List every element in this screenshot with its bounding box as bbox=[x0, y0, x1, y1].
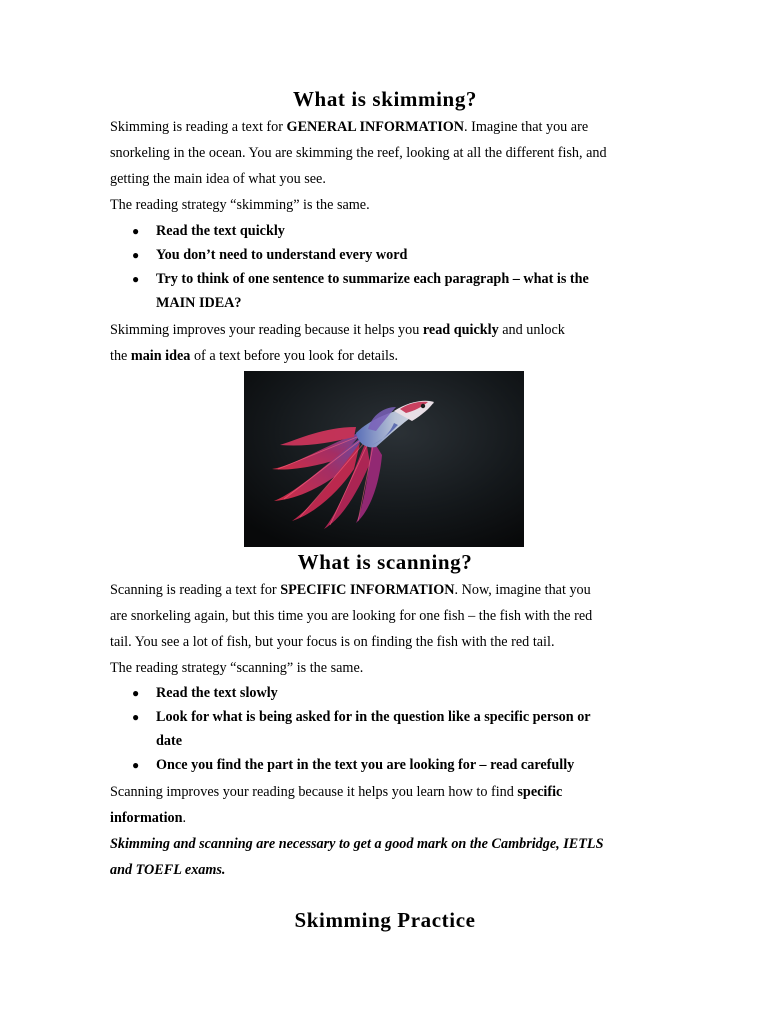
scanning-strategy-text: The reading strategy “scanning” is the same. bbox=[110, 660, 364, 676]
skimming-intro-line-2: snorkeling in the ocean. You are skimming the reef, looking at all the different fish, and bbox=[110, 145, 607, 161]
skimming-improve-line-1: Skimming improves your reading because it helps you read quickly and unlock bbox=[110, 322, 565, 338]
specific-information-emphasis: SPECIFIC INFORMATION bbox=[280, 582, 455, 598]
list-item: ● Once you find the part in the text you are looking for – read carefully bbox=[156, 753, 660, 777]
bullet-icon: ● bbox=[132, 686, 140, 700]
list-item: ● Read the text quickly bbox=[156, 219, 660, 243]
scanning-intro-line-1: Scanning is reading a text for SPECIFIC INFORMATION. Now, imagine that you bbox=[110, 582, 591, 598]
list-item: ● Try to think of one sentence to summarize each paragraph – what is the MAIN IDEA? bbox=[156, 267, 660, 315]
skimming-practice-heading: Skimming Practice bbox=[294, 908, 476, 932]
betta-fish-photo bbox=[244, 371, 524, 547]
list-item: ● Read the text slowly bbox=[156, 681, 660, 705]
list-item: ● Look for what is being asked for in the question like a specific person or date bbox=[156, 705, 660, 753]
betta-fish-icon bbox=[244, 371, 524, 547]
general-information-emphasis: GENERAL INFORMATION bbox=[286, 119, 465, 135]
list-item: ● You don’t need to understand every word bbox=[156, 243, 660, 267]
scanning-intro-line-3: tail. You see a lot of fish, but your focus is on finding the fish with the red tail. bbox=[110, 634, 555, 650]
skimming-improve-line-2: the main idea of a text before you look for details. bbox=[110, 348, 399, 364]
scanning-intro-line-2: are snorkeling again, but this time you are looking for one fish – the fish with the red bbox=[110, 608, 593, 624]
bullet-icon: ● bbox=[132, 224, 140, 238]
scanning-improve-line-2: information. bbox=[110, 810, 187, 826]
skimming-intro-line-3: getting the main idea of what you see. bbox=[110, 171, 326, 187]
bullet-icon: ● bbox=[132, 758, 140, 772]
exam-note-line-2: and TOEFL exams. bbox=[110, 862, 226, 878]
bullet-icon: ● bbox=[132, 710, 140, 724]
skimming-intro-line-1: Skimming is reading a text for GENERAL INFORMATION. Imagine that you are bbox=[110, 119, 589, 135]
skimming-strategy-text: The reading strategy “skimming” is the same. bbox=[110, 197, 370, 213]
bullet-icon: ● bbox=[132, 248, 140, 262]
scanning-bullet-list bbox=[110, 681, 660, 777]
bullet-icon: ● bbox=[132, 272, 140, 286]
scanning-improve-line-1: Scanning improves your reading because it helps you learn how to find specific bbox=[110, 784, 563, 800]
exam-note-line-1: Skimming and scanning are necessary to get a good mark on the Cambridge, IETLS bbox=[110, 836, 604, 852]
skimming-heading: What is skimming? bbox=[292, 87, 478, 111]
document-content bbox=[110, 84, 660, 935]
skimming-bullet-list bbox=[110, 219, 660, 315]
scanning-heading: What is scanning? bbox=[297, 550, 473, 574]
